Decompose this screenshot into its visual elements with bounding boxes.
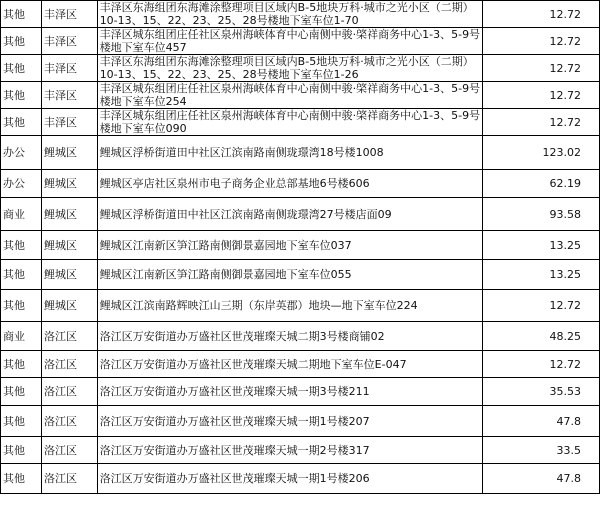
area-cell: 12.72 — [483, 55, 600, 82]
table-row — [1, 231, 600, 260]
district-cell: 洛江区 — [41, 351, 97, 378]
district-cell: 丰泽区 — [41, 28, 97, 55]
category-cell: 其他 — [1, 378, 42, 406]
district-cell: 洛江区 — [41, 378, 97, 406]
address-cell: 鲤城区浮桥街道田中社区江滨南路南侧珑璟湾18号楼1008 — [97, 136, 482, 170]
area-cell: 12.72 — [483, 1, 600, 28]
address-text: 丰泽区东海组团东海滩涂整理项目区域内B-5地块万科·城市之光小区（二期）10-13、15、22、23、25、28号楼地下室车位1-26 — [99, 55, 474, 81]
table-row — [1, 464, 600, 494]
area-cell: 12.72 — [483, 351, 600, 378]
district-cell: 洛江区 — [41, 464, 97, 494]
category-cell: 其他 — [1, 82, 42, 109]
table-row — [1, 170, 600, 198]
district-cell: 鲤城区 — [41, 231, 97, 260]
table-row — [1, 437, 600, 464]
address-cell — [97, 82, 482, 109]
address-text: 丰泽区城东组团庄任社区泉州海峡体育中心南侧中骏·棨祥商务中心1-3、5-9号楼地下室车位457 — [99, 28, 481, 54]
address-cell: 鲤城区亭店社区泉州市电子商务企业总部基地6号楼606 — [97, 170, 482, 198]
area-cell: 123.02 — [483, 136, 600, 170]
area-cell: 62.19 — [483, 170, 600, 198]
table-row — [1, 55, 600, 82]
address-cell: 鲤城区江滨南路辉映江山三期（东岸英郡）地块—地下室车位224 — [97, 290, 482, 322]
address-cell — [97, 109, 482, 136]
area-cell: 13.25 — [483, 231, 600, 260]
category-cell: 办公 — [1, 136, 42, 170]
category-cell: 其他 — [1, 231, 42, 260]
area-cell: 47.8 — [483, 406, 600, 437]
area-cell: 93.58 — [483, 198, 600, 231]
district-cell: 洛江区 — [41, 437, 97, 464]
area-cell: 35.53 — [483, 378, 600, 406]
table-row — [1, 109, 600, 136]
category-cell: 其他 — [1, 406, 42, 437]
area-cell: 12.72 — [483, 82, 600, 109]
table-row — [1, 378, 600, 406]
address-cell: 鲤城区江南新区笋江路南侧御景嘉园地下室车位055 — [97, 260, 482, 290]
address-cell: 洛江区万安街道办万盛社区世茂璀璨天城一期2号楼317 — [97, 437, 482, 464]
district-cell: 鲤城区 — [41, 170, 97, 198]
area-cell: 12.72 — [483, 28, 600, 55]
area-cell: 12.72 — [483, 109, 600, 136]
address-cell: 洛江区万安街道办万盛社区世茂璀璨天城二期3号楼商铺02 — [97, 322, 482, 351]
category-cell: 其他 — [1, 290, 42, 322]
district-cell: 鲤城区 — [41, 136, 97, 170]
table-row — [1, 322, 600, 351]
category-cell: 其他 — [1, 109, 42, 136]
address-cell: 洛江区万安街道办万盛社区世茂璀璨天城二期地下室车位E-047 — [97, 351, 482, 378]
area-cell: 47.8 — [483, 464, 600, 494]
address-text: 丰泽区东海组团东海滩涂整理项目区域内B-5地块万科·城市之光小区（二期）10-13、15、22、23、25、28号楼地下室车位1-70 — [99, 1, 474, 27]
area-cell: 13.25 — [483, 260, 600, 290]
district-cell: 丰泽区 — [41, 1, 97, 28]
category-cell: 其他 — [1, 437, 42, 464]
category-cell: 其他 — [1, 351, 42, 378]
table-row — [1, 28, 600, 55]
category-cell: 其他 — [1, 260, 42, 290]
address-cell — [97, 28, 482, 55]
district-cell: 丰泽区 — [41, 82, 97, 109]
table-row — [1, 82, 600, 109]
district-cell: 鲤城区 — [41, 198, 97, 231]
district-cell: 丰泽区 — [41, 55, 97, 82]
table-row — [1, 260, 600, 290]
address-cell: 鲤城区浮桥街道田中社区江滨南路南侧珑璟湾27号楼店面09 — [97, 198, 482, 231]
category-cell: 其他 — [1, 1, 42, 28]
address-cell — [97, 1, 482, 28]
table-row — [1, 406, 600, 437]
table-row — [1, 1, 600, 28]
category-cell: 商业 — [1, 198, 42, 231]
table-row — [1, 351, 600, 378]
district-cell: 洛江区 — [41, 406, 97, 437]
district-cell: 鲤城区 — [41, 260, 97, 290]
district-cell: 洛江区 — [41, 322, 97, 351]
address-cell: 鲤城区江南新区笋江路南侧御景嘉园地下室车位037 — [97, 231, 482, 260]
category-cell: 其他 — [1, 55, 42, 82]
address-cell: 洛江区万安街道办万盛社区世茂璀璨天城一期1号楼206 — [97, 464, 482, 494]
address-cell: 洛江区万安街道办万盛社区世茂璀璨天城一期1号楼207 — [97, 406, 482, 437]
district-cell: 丰泽区 — [41, 109, 97, 136]
address-cell: 洛江区万安街道办万盛社区世茂璀璨天城一期3号楼211 — [97, 378, 482, 406]
category-cell: 办公 — [1, 170, 42, 198]
area-cell: 48.25 — [483, 322, 600, 351]
area-cell: 12.72 — [483, 290, 600, 322]
property-table-body — [1, 1, 600, 494]
district-cell: 鲤城区 — [41, 290, 97, 322]
table-row — [1, 136, 600, 170]
area-cell: 33.5 — [483, 437, 600, 464]
table-row — [1, 290, 600, 322]
table-row — [1, 198, 600, 231]
category-cell: 其他 — [1, 464, 42, 494]
category-cell: 商业 — [1, 322, 42, 351]
address-cell — [97, 55, 482, 82]
address-text: 丰泽区城东组团庄任社区泉州海峡体育中心南侧中骏·棨祥商务中心1-3、5-9号楼地下室车位254 — [99, 82, 481, 108]
category-cell: 其他 — [1, 28, 42, 55]
address-text: 丰泽区城东组团庄任社区泉州海峡体育中心南侧中骏·棨祥商务中心1-3、5-9号楼地下室车位090 — [99, 109, 481, 135]
